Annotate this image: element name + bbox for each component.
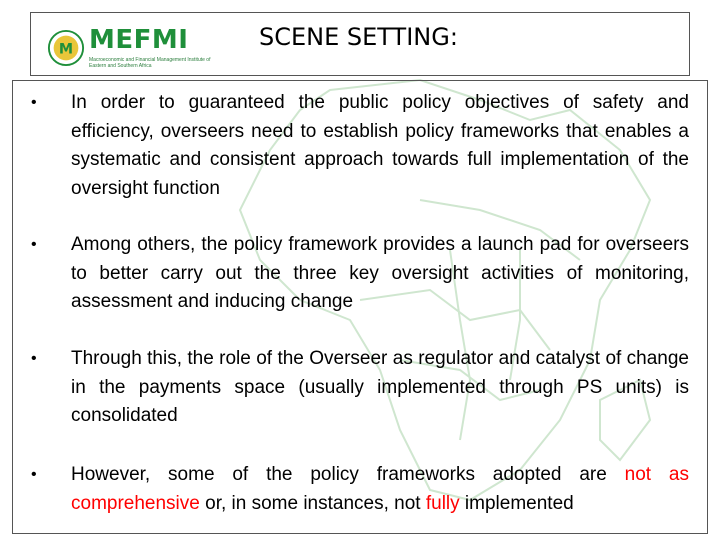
mefmi-emblem-icon: [47, 29, 85, 67]
bullet-text: [71, 461, 689, 518]
header-box: [30, 12, 690, 76]
bullet-text: In order to guaranteed the public policy objectives of safety and efficiency, overseers need to establish policy frameworks that enables a systematic and consistent approach towards full implementation of the oversight function: [71, 92, 689, 199]
highlight-text: fully: [425, 492, 460, 514]
logo-name: MEFMI: [89, 25, 189, 55]
content-box: [12, 80, 716, 534]
bullet-icon: •: [31, 350, 37, 367]
bullet-text-part: or, in some instances, not: [199, 492, 426, 514]
bullet-icon: •: [31, 94, 37, 111]
bullet-icon: •: [31, 236, 37, 253]
bullet-text-part: implemented: [459, 492, 574, 514]
bullet-text: Through this, the role of the Overseer as regulator and catalyst of change in the payments space (usually implemented through PS units) is consolidated: [71, 348, 716, 426]
bullet-text: Among others, the policy framework provides a launch pad for overseers to better carry out the three key oversight activities of monitoring, assessment and inducing change: [71, 234, 689, 312]
svg-text:M: M: [58, 41, 74, 58]
highlight-text: not as comprehensive: [71, 464, 689, 514]
mefmi-logo: [47, 19, 217, 73]
logo-tagline: Macroeconomic and Financial Management Institute of Eastern and Southern Africa: [89, 57, 211, 69]
bullet-icon: •: [31, 466, 37, 483]
bullet-text-part: However, some of the policy frameworks adopted are: [71, 464, 625, 485]
page-title: SCENE SETTING:: [259, 23, 458, 51]
